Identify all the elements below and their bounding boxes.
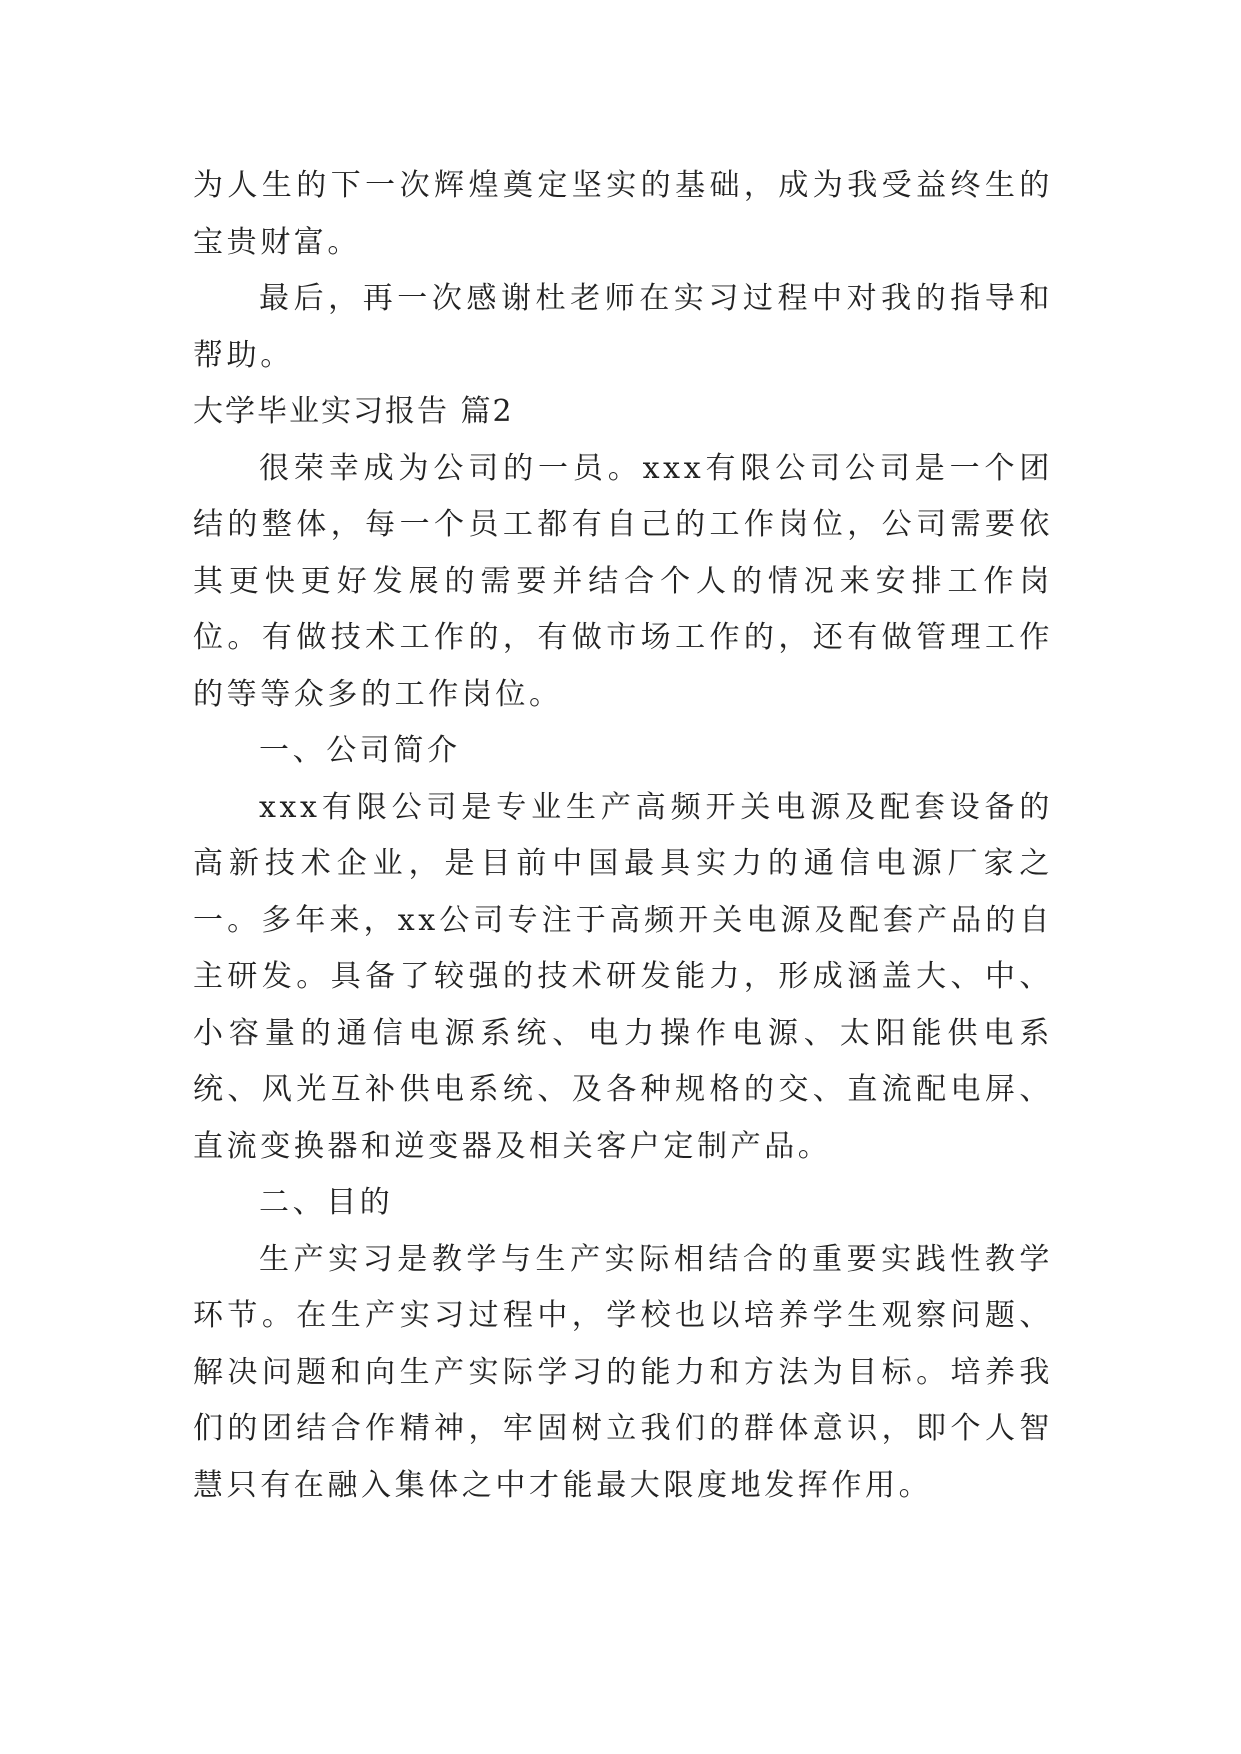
paragraph-company-profile: xxx有限公司是专业生产高频开关电源及配套设备的高新技术企业，是目前中国最具实力的通信电源厂家之一。多年来，xx公司专注于高频开关电源及配套产品的自主研发。具备了较强的技术研发能力，形成涵盖大、中、小容量的通信电源系统、电力操作电源、太阳能供电系统、风光互补供电系统、及各种规格的交、直流配电屏、直流变换器和逆变器及相关客户定制产品。: [193, 789, 1053, 1164]
section-title: 大学毕业实习报告 篇2: [193, 394, 514, 429]
paragraph-thanks: 最后，再一次感谢杜老师在实习过程中对我的指导和帮助。: [193, 281, 1053, 373]
heading-purpose: 二、目的: [259, 1185, 394, 1220]
heading-company-profile: 一、公司简介: [259, 733, 461, 768]
document-body: [193, 158, 1053, 1514]
paragraph-purpose: 生产实习是教学与生产实际相结合的重要实践性教学环节。在生产实习过程中，学校也以培养学生观察问题、解决问题和向生产实际学习的能力和方法为目标。培养我们的团结合作精神，牢固树立我们的群体意识，即个人智慧只有在融入集体之中才能最大限度地发挥作用。: [193, 1241, 1053, 1503]
paragraph-intro: 很荣幸成为公司的一员。xxx有限公司公司是一个团结的整体，每一个员工都有自己的工作岗位，公司需要依其更快更好发展的需要并结合个人的情况来安排工作岗位。有做技术工作的，有做市场工作的，还有做管理工作的等等众多的工作岗位。: [193, 450, 1053, 712]
paragraph-continuation: 为人生的下一次辉煌奠定坚实的基础，成为我受益终生的宝贵财富。: [193, 168, 1053, 260]
